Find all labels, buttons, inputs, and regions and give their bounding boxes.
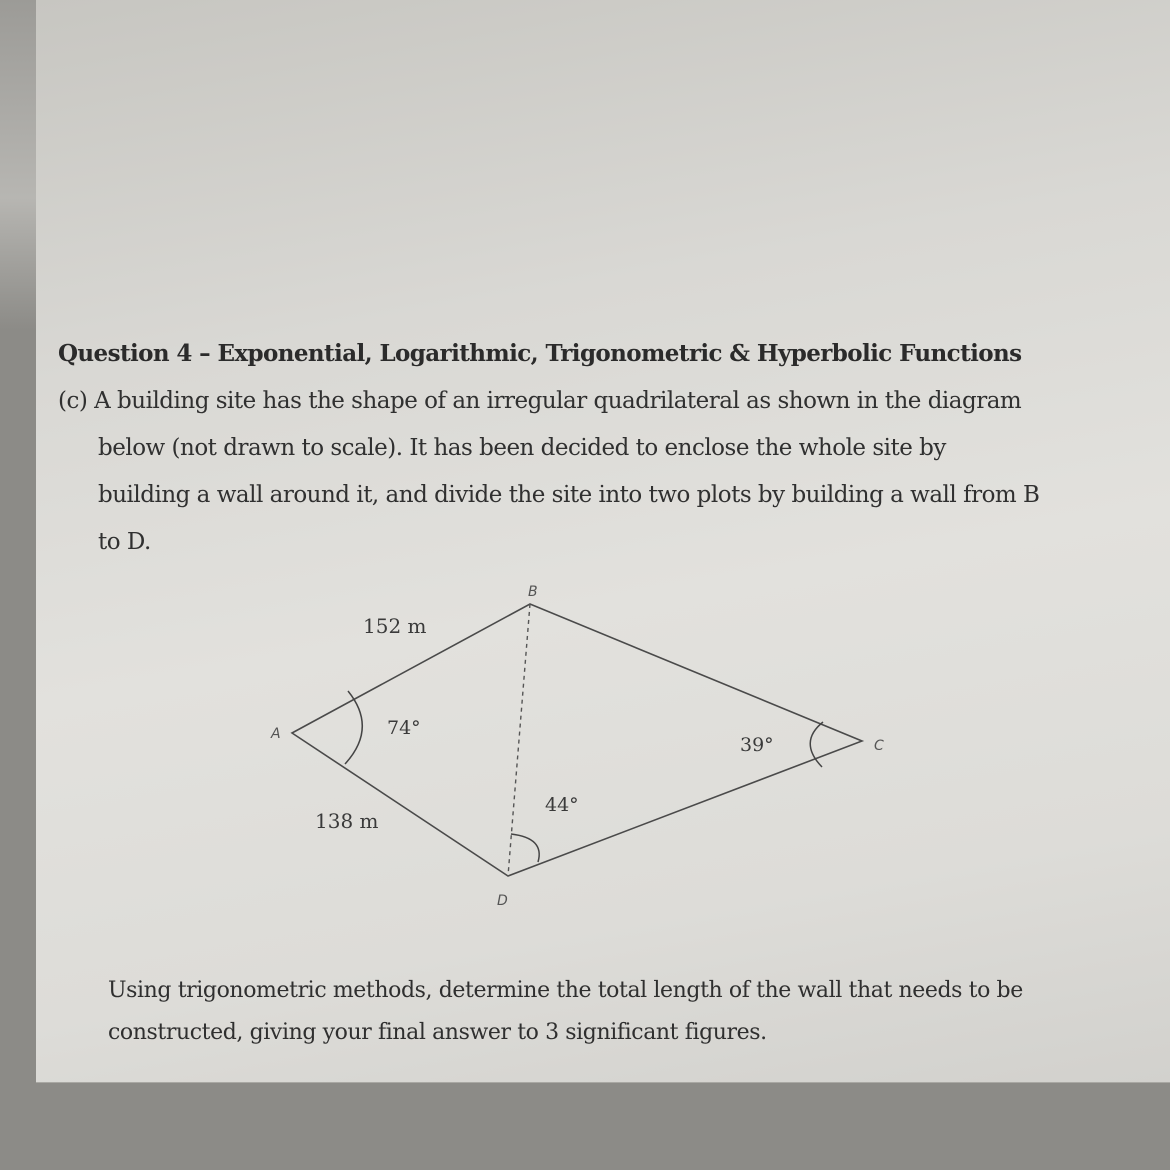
angle-label-a: 74° bbox=[387, 717, 421, 739]
vertex-label-b: B bbox=[528, 584, 538, 600]
side-label-ab: 152 m bbox=[363, 614, 427, 638]
vertex-label-d: D bbox=[497, 893, 508, 909]
question-instruction bbox=[108, 978, 1068, 1062]
part-line-3: building a wall around it, and divide the site into two plots by building a wall from B bbox=[98, 482, 1040, 508]
part-line-4: to D. bbox=[98, 529, 151, 555]
angle-label-d: 44° bbox=[545, 794, 579, 816]
instruction-line-1: Using trigonometric methods, determine the total length of the wall that needs to be bbox=[108, 978, 1023, 1003]
angle-arc-d bbox=[511, 834, 539, 862]
angle-label-c: 39° bbox=[740, 734, 774, 756]
vertex-label-c: C bbox=[874, 738, 884, 754]
part-line-2: below (not drawn to scale). It has been decided to enclose the whole site by bbox=[98, 435, 946, 461]
angle-arc-a bbox=[345, 691, 362, 764]
side-label-ad: 138 m bbox=[315, 809, 379, 833]
part-line-1: (c) A building site has the shape of an irregular quadrilateral as shown in the diagram bbox=[58, 388, 1022, 414]
instruction-line-2: constructed, giving your final answer to 3 significant figures. bbox=[108, 1020, 767, 1045]
quadrilateral-outline bbox=[292, 604, 862, 876]
question-title: Question 4 – Exponential, Logarithmic, Trigonometric & Hyperbolic Functions bbox=[58, 340, 1022, 367]
vertex-label-a: A bbox=[271, 726, 281, 742]
